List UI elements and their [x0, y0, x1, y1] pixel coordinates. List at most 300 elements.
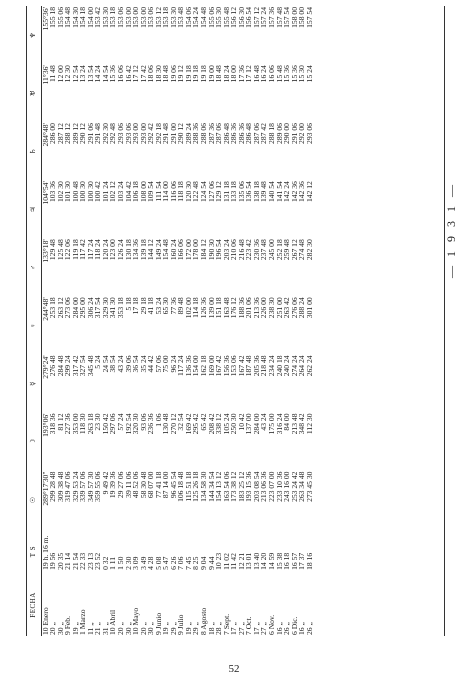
table-cell: 153 42 [93, 7, 103, 28]
table-cell: 329 30 [100, 297, 110, 319]
table-cell: 286 00 [48, 123, 58, 144]
table-cell: 32 54 [176, 413, 186, 431]
table-row [223, 6, 231, 636]
table-cell: 12 21 [236, 552, 246, 570]
table-cell: 341 30 [108, 297, 118, 319]
table-cell: 15 36 [282, 65, 292, 83]
table-cell: 13 54 [85, 65, 95, 83]
table-cell: 15 24 [304, 65, 314, 83]
table-cell: 286 48 [244, 123, 254, 144]
table-cell: 288 12 [63, 123, 73, 144]
table-cell: 295 00 [78, 297, 88, 319]
table-cell: 6 Nov. [266, 614, 276, 635]
table-cell: 297 06 [108, 413, 118, 435]
table-cell: 153 30 [100, 7, 110, 28]
table-cell: 196 54 [214, 239, 224, 261]
table-cell: 17 42 [138, 65, 148, 83]
table-cell: 130 48 [161, 413, 171, 435]
table-row [125, 6, 133, 636]
table-cell: 284 00 [70, 297, 80, 319]
table-cell: 230 36 [251, 239, 261, 261]
table-row [200, 6, 208, 636]
table-cell: 93 06 [138, 413, 148, 431]
table-cell: 142 36 [289, 181, 299, 203]
table-cell: 154 18 [78, 7, 88, 28]
table-row [117, 6, 125, 636]
table-cell: 19 39 36 [108, 471, 118, 499]
table-cell: 129 12 [214, 181, 224, 203]
table-row [147, 6, 155, 636]
table-cell: 38 54 [108, 355, 118, 373]
table-row [132, 6, 140, 636]
table-cell: 306 24 [85, 297, 95, 319]
table-cell: 118 18 [176, 181, 186, 202]
table-cell: 316 24 [274, 413, 284, 435]
table-cell: 213 06 36 [259, 471, 269, 502]
table-cell: 23 30 [93, 413, 103, 431]
table-cell: 130 18 [123, 239, 133, 261]
table-cell: 287 06 [214, 123, 224, 144]
header-row [28, 6, 41, 636]
table-row [109, 6, 117, 636]
table-cell: 1 Marzo [78, 609, 88, 635]
table-cell: 9 44 [206, 556, 216, 570]
table-cell: 124 54 [199, 181, 209, 203]
table-cell: 136 36 [183, 355, 193, 377]
table-cell: 190 30 [206, 239, 216, 261]
table-cell: 149 24 [153, 239, 163, 261]
table-cell: 20 „ [138, 622, 148, 635]
table-row [49, 6, 57, 636]
table-cell: 22 33 [78, 552, 88, 570]
table-cell: 3 09 [131, 556, 141, 570]
table-cell: 154 48 [161, 239, 171, 261]
table-cell: 156 54 [244, 7, 254, 28]
table-cell: 284 00 [251, 413, 261, 435]
table-cell: 7 45 [183, 556, 193, 570]
table-cell: 14 54 [100, 65, 110, 83]
table-cell: 216 48 [236, 239, 246, 261]
table-cell: 26 „ [304, 622, 314, 635]
column-header-ts: T S [28, 529, 41, 574]
table-row [140, 6, 148, 636]
table-cell: 16 06 [266, 65, 276, 83]
table-cell: 19 „ [183, 622, 193, 635]
table-cell: 154 48 [199, 7, 209, 28]
table-cell: 234 24 [266, 355, 276, 377]
table-cell: 292 42 [146, 123, 156, 144]
table-cell: 17 36 [236, 65, 246, 83]
table-cell: 18 30 [153, 65, 163, 83]
column-header-venus: ♀ [28, 296, 41, 354]
table-cell: 276 48 [48, 355, 58, 377]
table-cell: 19 18 [183, 65, 193, 83]
table-cell: 210 06 [229, 239, 239, 261]
year-heading: — 1 9 3 1 — [444, 182, 458, 278]
table-cell: 292 30 [100, 123, 110, 144]
table-cell: 169 00 [206, 355, 216, 377]
table-cell: 29 „ [168, 622, 178, 635]
table-cell: 18 24 [221, 65, 231, 83]
table-cell: 19 18 [191, 65, 201, 83]
table-cell: 245 00 [266, 239, 276, 261]
column-header-mars: ♂ [28, 238, 41, 296]
table-cell: 151 18 [214, 297, 224, 319]
table-cell: 17 12 [244, 65, 254, 83]
table-cell: 117 24 [176, 355, 186, 376]
table-cell: 5 47 [161, 556, 171, 570]
table-cell: 26 „ [282, 622, 292, 635]
table-cell: 157 54 [304, 7, 314, 28]
table-cell: 259 48 [282, 239, 292, 261]
table-cell: 24 54 [100, 355, 110, 373]
table-cell: 153 00 [123, 7, 133, 28]
table-cell: 290 00 [282, 123, 292, 144]
table-cell: 133 18 [229, 181, 239, 203]
table-cell: 1 50 [116, 556, 126, 570]
table-cell: 213 36 [251, 297, 261, 319]
table-cell: 11 42 [229, 553, 239, 570]
table-cell: 16 48 [251, 65, 261, 83]
table-cell: 173 38 12 [229, 471, 239, 502]
table-cell: 293 00 [131, 123, 141, 144]
table-cell: 19 18 [199, 65, 209, 83]
table-cell: 167 42 [236, 355, 246, 377]
table-cell: 293 06 [116, 123, 126, 144]
table-row [94, 6, 102, 636]
table-cell: 17 12 [131, 65, 141, 83]
top-rule [26, 6, 27, 636]
table-cell: 155 18 [48, 7, 58, 28]
table-cell: 157 48 [274, 7, 284, 28]
table-cell: 291 06 [289, 123, 299, 144]
table-cell: 106 18 [131, 181, 141, 203]
table-cell: 134 36 [131, 239, 141, 261]
table-cell: 21 54 [70, 552, 80, 570]
table-cell: 18 48 [214, 65, 224, 83]
table-cell: 289 06 [274, 123, 284, 144]
table-cell: 100 30 [78, 181, 88, 203]
table-row [208, 6, 216, 636]
table-cell: 117 24 [85, 239, 95, 260]
table-cell: 237 48 [259, 239, 269, 261]
column-header-neptune: ♆ [28, 6, 41, 64]
table-cell: 21 „ [93, 622, 103, 635]
table-cell: 129 48 [48, 239, 58, 261]
table-cell: 291 48 [161, 123, 171, 144]
table-row [245, 6, 253, 636]
table-cell: 114 00 [161, 181, 171, 202]
table-cell: 11 02 [221, 553, 231, 570]
table-cell: 163 54 06 [221, 471, 231, 502]
table-cell: 287 42 [259, 123, 269, 144]
table-cell: 178 00 [191, 239, 201, 261]
table-cell: 30 „ [123, 622, 133, 635]
table-cell: 13 01 [244, 552, 254, 570]
table-cell: 187 48 [244, 355, 254, 377]
table-cell: 17 37 [297, 552, 307, 570]
table-cell: 89 48 [176, 297, 186, 315]
table-cell: 169 42 [183, 413, 193, 435]
table-cell: 111 54 [153, 181, 163, 202]
table-cell: 263 12 [55, 297, 65, 319]
table-cell: 155 06 [206, 7, 216, 28]
table-cell: 9 Feb. [63, 616, 73, 635]
table-cell: 27 „ [236, 622, 246, 635]
table-cell: 163 48 [221, 297, 231, 319]
table-cell: 299 28 48 [48, 471, 58, 502]
table-cell: 31 „ [100, 622, 110, 635]
table-cell: 166 06 [176, 239, 186, 261]
table-row [230, 6, 238, 636]
table-cell: 158 00 [297, 7, 307, 28]
table-cell: 295 42 [191, 413, 201, 435]
table-cell: 140 54 [266, 181, 276, 203]
table-cell: 262 24 [304, 355, 314, 377]
table-cell: 289 12 [70, 123, 80, 144]
table-row [87, 6, 95, 636]
table-cell: 16 24 [259, 65, 269, 83]
table-cell: 68 07 00 [146, 471, 156, 499]
table-cell: 43 24 [116, 355, 126, 373]
table-cell: 9 Julio [176, 614, 186, 635]
table-cell: 118 30 [78, 413, 88, 435]
table-cell: 120 30 [183, 181, 193, 203]
table-cell: 133°18' [40, 239, 50, 263]
table-cell: 11 48 [48, 65, 58, 83]
table-cell: 5 08 [153, 556, 163, 570]
table-cell: 101 24 [100, 181, 110, 203]
table-cell: 359 55 06 [93, 471, 103, 502]
table-cell: 153 00 [131, 7, 141, 28]
table-cell: 175 00 [266, 413, 276, 435]
table-row [162, 6, 170, 636]
table-cell: 96 24 [168, 355, 178, 373]
table-cell: 41 18 [146, 297, 156, 315]
table-cell: 18 „ [206, 622, 216, 635]
table-cell: 154 06 [183, 7, 193, 28]
table-cell: 157 36 [266, 7, 276, 28]
table-cell: 16 57 [289, 552, 299, 570]
table-cell: 293 06 [123, 123, 133, 144]
table-cell: 117 42 [78, 239, 88, 260]
table-cell: 153 06 [229, 355, 239, 377]
table-cell: 273 45 30 [304, 471, 314, 502]
table-cell: 205 36 [251, 355, 261, 377]
table-cell: 84 00 [282, 413, 292, 431]
table-cell: 108 00 [138, 181, 148, 203]
table-cell: 35 24 [138, 355, 148, 373]
table-cell: 142 24 [282, 181, 292, 203]
table-cell: 192 54 [123, 413, 133, 435]
table-cell: 29 „ [191, 622, 201, 635]
table-cell: 154 30 [70, 7, 80, 28]
table-cell: 8 Agosto [199, 607, 209, 635]
table-cell: 131 18 [221, 181, 231, 203]
table-cell: 203 08 54 [251, 471, 261, 502]
table-cell: 157 12 [251, 7, 261, 28]
table-cell: 144 34 54 [206, 471, 216, 502]
table-cell: 274 48 [297, 239, 307, 261]
table-row [57, 6, 65, 636]
table-cell: 77 36 [168, 297, 178, 315]
table-cell: 327 54 [78, 355, 88, 377]
table-cell: 253 18 [48, 297, 58, 319]
table-cell: 301 00 [304, 297, 314, 319]
table-cell: 19 „ [70, 622, 80, 635]
table-row [260, 6, 268, 636]
table-cell: 65 42 [199, 413, 209, 431]
table-cell: 125 26 18 [191, 471, 201, 502]
table-cell: 155 06 [55, 7, 65, 28]
table-cell: 288 24 [297, 297, 307, 319]
table-cell: 353 00 [70, 413, 80, 435]
table-row [215, 6, 223, 636]
table-cell: 329 53 24 [70, 471, 80, 502]
table-cell: 291 00 [168, 123, 178, 144]
table-cell: 18 00 [229, 65, 239, 83]
table-cell: 238 30 [266, 297, 276, 319]
table-cell: 276 06 [289, 297, 299, 319]
table-cell: 267 12 [289, 239, 299, 261]
table-cell: 250 30 [229, 413, 239, 435]
table-cell: 162 18 [199, 355, 209, 377]
table-cell: 134 58 30 [199, 471, 209, 502]
column-header-mercury: ☿ [28, 354, 41, 412]
table-cell: 119 18 [70, 239, 80, 260]
table-cell: 338 12 [214, 413, 224, 435]
table-row [102, 6, 110, 636]
table-cell: 16 18 [282, 552, 292, 570]
table-cell: 293 06 [304, 123, 314, 144]
table-cell: 57 06 [153, 355, 163, 373]
table-cell: 7 06 [176, 556, 186, 570]
table-cell: 284°48' [40, 123, 50, 147]
table-cell: 292 48 [108, 123, 118, 144]
table-cell: 21 14 [63, 552, 73, 570]
table-cell: 16 42 [123, 65, 133, 83]
table-cell: 43 24 [259, 413, 269, 431]
table-cell: 153 06 [116, 7, 126, 28]
table-cell: 203 24 [221, 239, 231, 261]
column-header-jupiter: ♃ [28, 180, 41, 238]
table-cell: 293 00 [138, 123, 148, 144]
table-cell: 1 06 [153, 413, 163, 427]
table-cell: 12 30 [63, 65, 73, 83]
table-cell: 17 „ [251, 622, 261, 635]
table-cell: 160 24 [168, 239, 178, 261]
table-cell: 287 12 [55, 123, 65, 144]
column-header-moon: ☽ [28, 412, 41, 470]
table-cell: 155 48 [221, 7, 231, 28]
table-cell: 153 18 [108, 7, 118, 28]
table-cell: 16 06 [116, 65, 126, 83]
table-cell: 349 57 30 [85, 471, 95, 502]
table-cell: 253 24 42 [289, 471, 299, 502]
table-cell: 39 06 [123, 355, 133, 373]
table-cell: 291 48 [93, 123, 103, 144]
table-cell: 23 52 [93, 552, 103, 570]
table-cell: 30 „ [146, 622, 156, 635]
table-cell: 15 48 [274, 65, 284, 83]
table-cell: 9 04 [199, 556, 209, 570]
table-cell: 139 18 [138, 239, 148, 261]
table-row [298, 6, 306, 636]
table-cell: 286 48 [221, 123, 231, 144]
table-cell: 105 24 [221, 413, 231, 435]
table-cell: 288 18 [266, 123, 276, 144]
table-cell: 5 24 [93, 355, 103, 369]
table-cell: 116 06 [168, 181, 178, 202]
table-cell: 153 48 [176, 7, 186, 28]
table-cell: 156 30 [236, 7, 246, 28]
table-cell: 320 30 [131, 413, 141, 435]
table-cell: 19 06 [168, 65, 178, 83]
table-cell: 15 36 [289, 65, 299, 83]
table-cell: 114 18 [191, 297, 201, 318]
table-cell: 115 51 18 [183, 471, 193, 502]
table-cell: 10 Abril [108, 609, 118, 635]
table-cell: 19 „ [161, 622, 171, 635]
table-cell: 287 06 [251, 123, 261, 144]
column-header-saturn: ♄ [28, 122, 41, 180]
column-header-uranus: ♅ [28, 64, 41, 122]
table-cell: 309 38 48 [55, 471, 65, 502]
table-cell: 291 06 [85, 123, 95, 144]
table-cell: 218 48 [259, 355, 269, 377]
table-cell: 20 „ [116, 622, 126, 635]
table-row [268, 6, 276, 636]
table-cell: 44 42 [146, 355, 156, 373]
table-cell: 10 23 [214, 552, 224, 570]
table-cell: 270 12 [168, 413, 178, 435]
table-cell: 104 42 [123, 181, 133, 203]
table-cell: 103 36 [48, 181, 58, 203]
table-cell: 292 18 [153, 123, 163, 144]
table-cell: 20 35 [55, 552, 65, 570]
table-cell: 20 „ [48, 622, 58, 635]
table-cell: 240 18 [274, 355, 284, 377]
table-cell: 126 36 [199, 297, 209, 319]
table-cell: 112 30 [304, 413, 314, 435]
table-cell: 279°24' [40, 355, 50, 379]
table-cell: 263 18 [85, 413, 95, 435]
table-cell: 9 Junio [153, 612, 163, 635]
table-row [41, 6, 49, 636]
table-cell: 284 48 [55, 355, 65, 377]
table-cell: 264 24 [297, 355, 307, 377]
table-cell: 150 42 [100, 413, 110, 435]
table-cell: 251 00 [274, 297, 284, 319]
table-cell: 18 48 [161, 65, 171, 83]
table-cell: 139 48 [259, 181, 269, 203]
table-row [253, 6, 261, 636]
table-row [155, 6, 163, 636]
table-cell: 19 h. 16 m. [40, 535, 50, 570]
table-cell: 17 „ [229, 622, 239, 635]
table-cell: 317 42 [70, 355, 80, 377]
table-row [306, 6, 314, 636]
table-cell: 353 18 [116, 297, 126, 319]
table-cell: 137 00 [244, 413, 254, 435]
table-cell: 65 30 [161, 297, 171, 315]
table-cell: 120 24 [100, 239, 110, 261]
table-cell: 29 27 06 [116, 471, 126, 499]
table-cell: 53 24 [153, 297, 163, 315]
table-cell: 7 Oct. [244, 616, 254, 635]
table-cell: 123 00 [108, 239, 118, 261]
table-cell: 16 „ [297, 622, 307, 635]
